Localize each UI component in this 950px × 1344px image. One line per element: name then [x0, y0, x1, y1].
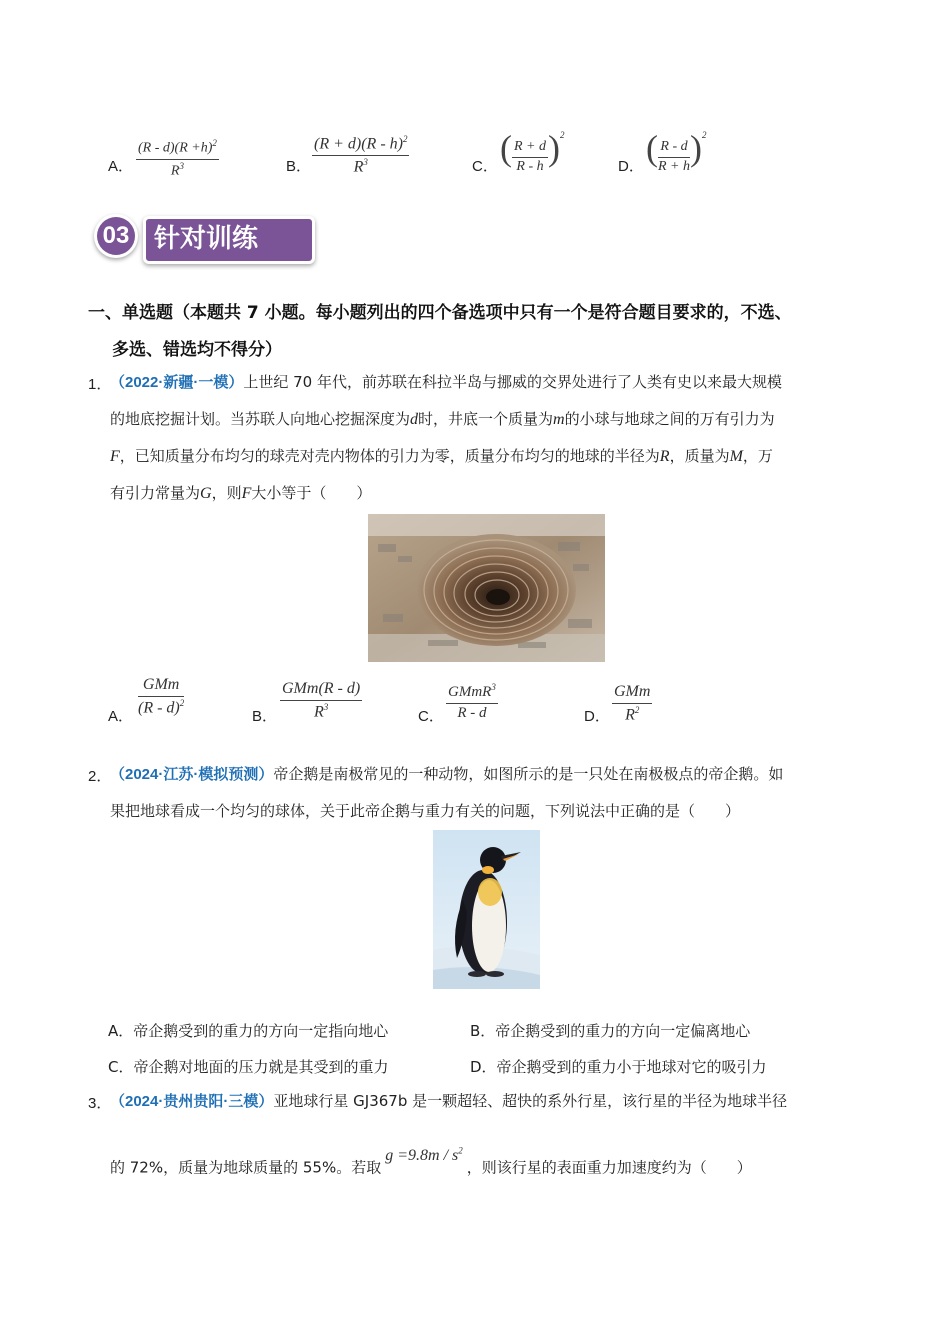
prev-option-a-formula: $\frac{(R - d)(R +h)^2}{R^3}$: [138, 138, 217, 179]
question-1-option-c-formula: $\frac{GMmR^3}{R - d}$: [448, 682, 496, 721]
question-1-option-d-formula: $\frac{\text{GMm}}{R^2}$: [614, 683, 651, 724]
question-3-line-2: 的 72%，质量为地球质量的 55%。若取$g =9.8m / s^2$，则该行星的表面重力加速度约为（ ）: [110, 1146, 752, 1177]
section-heading-line2: 多选、错选均不得分）: [112, 340, 282, 360]
prev-option-c-formula: ( $\frac{R + d}{R - h}$ )$^2$: [500, 128, 565, 174]
question-1-number: 1．: [88, 376, 112, 393]
section-banner-title: 针对训练: [143, 216, 315, 264]
question-1-option-a-formula: $\frac{\text{GMm}}{(R - d)^2}$: [138, 676, 185, 717]
section-heading-line1: 一、单选题（本题共 7 小题。每小题列出的四个备选项中只有一个是符合题目要求的，不选、: [88, 303, 792, 323]
question-1-line-4: 有引力常量为G，则F大小等于（ ）: [110, 484, 372, 502]
question-1-option-c-label: C．: [418, 708, 444, 725]
question-3-number: 3．: [88, 1095, 112, 1112]
prev-option-b-label: B．: [286, 158, 312, 175]
question-1-option-b-formula: $\frac{\text{GMm(R - d)}}{R^3}$: [282, 680, 361, 721]
question-1-option-d-label: D．: [584, 708, 610, 725]
section-banner-number-badge: [94, 214, 138, 258]
question-3-line-1: （2024·贵州贵阳·三模）亚地球行星 GJ367b 是一颗超轻、超快的系外行星，该行星的半径为地球半径: [110, 1092, 788, 1110]
question-1-option-a-label: A．: [108, 708, 134, 725]
question-2-option-d: D．帝企鹅受到的重力小于地球对它的吸引力: [470, 1058, 767, 1076]
question-2-line-1: （2024·江苏·模拟预测）帝企鹅是南极常见的一种动物，如图所示的是一只处在南极极点的帝企鹅。如: [110, 765, 784, 783]
question-2-option-c: C．帝企鹅对地面的压力就是其受到的重力: [108, 1058, 389, 1076]
question-2-number: 2．: [88, 768, 112, 785]
question-1-line-1: （2022·新疆·一模）上世纪 70 年代，前苏联在科拉半岛与挪威的交界处进行了人类有史以来最大规模: [110, 373, 783, 391]
prev-option-a-label: A．: [108, 158, 134, 175]
question-2-option-b: B．帝企鹅受到的重力的方向一定偏离地心: [470, 1022, 751, 1040]
question-2-source: （2024·江苏·模拟预测）: [110, 766, 274, 783]
question-1-source: （2022·新疆·一模）: [110, 374, 244, 391]
prev-option-d-label: D．: [618, 158, 644, 175]
prev-option-b-formula: $\frac{(R + d)(R - h)^2}{R^3}$: [314, 134, 408, 176]
question-1-line-2: 的地底挖掘计划。当苏联人向地心挖掘深度为d时，井底一个质量为m的小球与地球之间的万有引力为: [110, 410, 775, 428]
question-1-line-3: F，已知质量分布均匀的球壳对壳内物体的引力为零，质量分布均匀的地球的半径为R，质量为M，万: [110, 447, 773, 465]
question-3-gravity-expression: $g =9.8m / s^2$: [385, 1146, 463, 1165]
question-2-option-a: A．帝企鹅受到的重力的方向一定指向地心: [108, 1022, 389, 1040]
prev-option-d-formula: ( $\frac{R - d}{R + h}$ )$^2$: [646, 128, 707, 174]
prev-option-c-label: C．: [472, 158, 498, 175]
question-2-line-2: 果把地球看成一个均匀的球体，关于此帝企鹅与重力有关的问题，下列说法中正确的是（ ）: [110, 802, 741, 820]
section-banner-number: 03: [97, 217, 135, 255]
question-1-option-b-label: B．: [252, 708, 278, 725]
mine-pit-image: [368, 514, 605, 662]
emperor-penguin-image: [433, 830, 540, 989]
question-3-source: （2024·贵州贵阳·三模）: [110, 1093, 274, 1110]
